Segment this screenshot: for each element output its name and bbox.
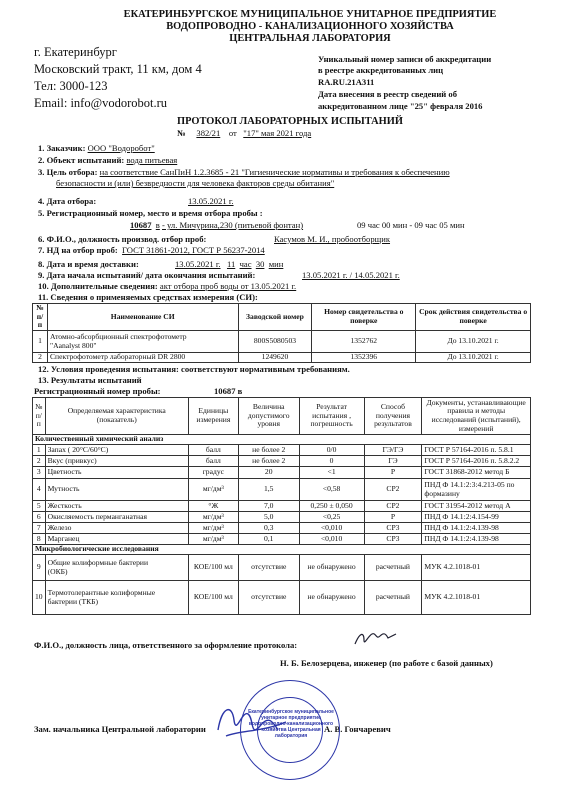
stamp-text: Екатеринбургское муниципальное унитарное предприятие водопроводно-канализационного хозяйства Центральная лаборатория (248, 709, 334, 739)
results-table (32, 397, 531, 615)
reg-number-label: Регистрационный номер пробы: (34, 386, 161, 396)
results-header-num: № п/п (33, 398, 46, 435)
section-12-conditions: 12. Условия проведения испытания: соответствуют нормативным требованиям. (38, 364, 350, 374)
results-row: 9 Общие колиформные бактерии (ОКБ) КОЕ/100 мл отсутствие не обнаружено расчетный МУК 4.2.1018-01 (33, 555, 531, 581)
results-header-method: Способ получения результатов (364, 398, 422, 435)
results-row: 8 Марганец мг/дм³ 0,1 <0,010 СР3 ПНД Ф 14.1:2:4.139-98 (33, 534, 531, 545)
results-row: 7 Железо мг/дм³ 0,3 <0,010 СР3 ПНД Ф 14.1:2:4.139-98 (33, 523, 531, 534)
results-row: 2 Вкус (привкус) балл не более 2 0 ГЭ ГОСТ Р 57164-2016 п. 5.8.2.2 (33, 456, 531, 467)
results-header-row (33, 398, 531, 435)
protocol-title: ПРОТОКОЛ ЛАБОРАТОРНЫХ ИСПЫТАНИЙ (177, 116, 403, 127)
field-test-dates: 9. Дата начала испытаний/ дата окончания испытаний: (38, 270, 256, 280)
results-row: 10 Термотолерантные колиформные бактерии (ТКБ) КОЕ/100 мл отсутствие не обнаружено расчетный МУК 4.2.1018-01 (33, 581, 531, 615)
results-section-micro: Микробиологические исследования (33, 545, 531, 555)
results-row: 5 Жесткость °Ж 7,0 0,250 ± 0,050 СР2 ГОСТ 31954-2012 метод А (33, 501, 531, 512)
field-customer: 1. Заказчик: ООО "Водоробот" (38, 143, 155, 153)
results-header-result: Результат испытания , погрешность (299, 398, 364, 435)
si-header-cert: Номер свидетельства о поверке (312, 304, 416, 331)
si-table (32, 303, 531, 363)
contact-phone: Тел: 3000-123 (34, 79, 108, 93)
field-sampling-date-value: 13.05.2021 г. (188, 196, 234, 206)
protocol-from: от (228, 128, 237, 138)
contact-address: Московский тракт, 11 км, дом 4 (34, 62, 202, 76)
head-name: А. В. Гончаревич (324, 724, 391, 734)
results-row: 6 Окисляемость перманганатная мг/дм³ 5,0 <0,25 Р ПНД Ф 14.1:2:4.154-99 (33, 512, 531, 523)
field-reg-time: 09 час 00 мин - 09 час 05 мин (357, 220, 465, 230)
org-name-line1: ЕКАТЕРИНБУРГСКОЕ МУНИЦИПАЛЬНОЕ УНИТАРНОЕ ПРЕДПРИЯТИЕ (123, 9, 497, 20)
protocol-number: 382/21 (196, 128, 221, 138)
head-label: Зам. начальника Центральной лаборатории (34, 724, 206, 734)
results-header-char: Определяемая характеристика (показатель) (45, 398, 188, 435)
contact-city: г. Екатеринбург (34, 45, 117, 59)
protocol-no-label: № (177, 128, 186, 138)
responsible-label: Ф.И.О., должность лица, ответственного за оформление протокола: (34, 640, 298, 650)
protocol-date: "17" мая 2021 года (243, 128, 312, 138)
results-row: 3 Цветность градус 20 <1 Р ГОСТ 31868-2012 метод Б (33, 467, 531, 479)
section-13-results: 13. Результаты испытаний (38, 375, 142, 385)
results-row: 4 Мутность мг/дм³ 1,5 <0,58 СР2 ПНД Ф 14.1:2:3:4.213-05 по формазину (33, 479, 531, 501)
si-row: 1 Атомно-абсорбционный спектрофотометр "Aanalyst 800" 800S5080503 1352762 До 13.10.2021 г. (33, 331, 531, 353)
si-header-serial: Заводской номер (238, 304, 312, 331)
accreditation-number: RA.RU.21A311 (318, 77, 375, 87)
field-purpose: 3. Цель отбора: на соответствие СанПиН 1.2.3685 - 21 "Гигиенические нормативы и требования к обеспечению (38, 167, 450, 177)
results-row: 1 Запах ( 20°С/60°С) балл не более 2 0/0 ГЭ/ГЭ ГОСТ Р 57164-2016 п. 5.8.1 (33, 445, 531, 456)
si-header-row (33, 304, 531, 331)
accreditation-line1: Уникальный номер записи об аккредитации (318, 54, 492, 64)
responsible-signature-icon (352, 628, 398, 650)
organization-stamp (240, 680, 340, 780)
reg-number-value: 10687 в (214, 386, 243, 396)
accreditation-line4: Дата внесения в реестр сведений об (318, 89, 457, 99)
field-object: 2. Объект испытаний: вода питьевая (38, 155, 178, 165)
field-delivery-value: 13.05.2021 г. 11 час 30 мин (175, 259, 284, 269)
org-name-line3: ЦЕНТРАЛЬНАЯ ЛАБОРАТОРИЯ (229, 33, 391, 44)
field-test-dates-value: 13.05.2021 г. / 14.05.2021 г. (302, 270, 400, 280)
field-purpose-cont: безопасности и (или) безвредности для человека факторов среды обитания" (56, 178, 335, 188)
si-header-valid: Срок действия свидетельства о поверке (416, 304, 531, 331)
field-delivery: 8. Дата и время доставки: (38, 259, 139, 269)
field-sampler-value: Касумов М. И., пробоотборщик (274, 234, 391, 244)
field-sampling-date: 4. Дата отбора: (38, 196, 97, 206)
si-header-name: Наименование СИ (47, 304, 238, 331)
results-section-chem: Количественный химический анализ (33, 435, 531, 445)
results-header-unit: Единицы измерения (188, 398, 238, 435)
field-additional: 10. Дополнительные сведения: акт отбора проб воды от 13.05.2021 г. (38, 281, 297, 291)
field-reg-value: 10687 в - ул. Мичурина,230 (питьевой фонтан) (130, 220, 304, 230)
org-name-line2: ВОДОПРОВОДНО - КАНАЛИЗАЦИОННОГО ХОЗЯЙСТВА (166, 21, 454, 32)
contact-email: Email: info@vodorobot.ru (34, 96, 168, 110)
protocol-number-row (177, 128, 311, 138)
results-header-limit: Величина допустимого уровня (238, 398, 299, 435)
si-row: 2 Спектрофотометр лабораторный DR 2800 1249620 1352396 До 13.10.2021 г. (33, 353, 531, 363)
field-si-label: 11. Сведения о применяемых средствах измерения (СИ): (38, 292, 258, 302)
field-sampler: 6. Ф.И.О., должность производ. отбор проб: (38, 234, 207, 244)
responsible-name: Н. Б. Белозерцева, инженер (по работе с базой данных) (280, 658, 493, 668)
si-header-num: № п/п (33, 304, 48, 331)
results-header-docs: Документы, устанавливающие правила и методы исследований (испытаний), измерений (422, 398, 531, 435)
accreditation-line2: в реестре аккредитованных лиц (318, 65, 444, 75)
field-nd: 7. НД на отбор проб: ГОСТ 31861-2012, ГОСТ Р 56237-2014 (38, 245, 265, 255)
field-reg-label: 5. Регистрационный номер, место и время отбора пробы : (38, 208, 263, 218)
accreditation-line5: аккредитованном лице "25" февраля 2016 (318, 101, 483, 111)
